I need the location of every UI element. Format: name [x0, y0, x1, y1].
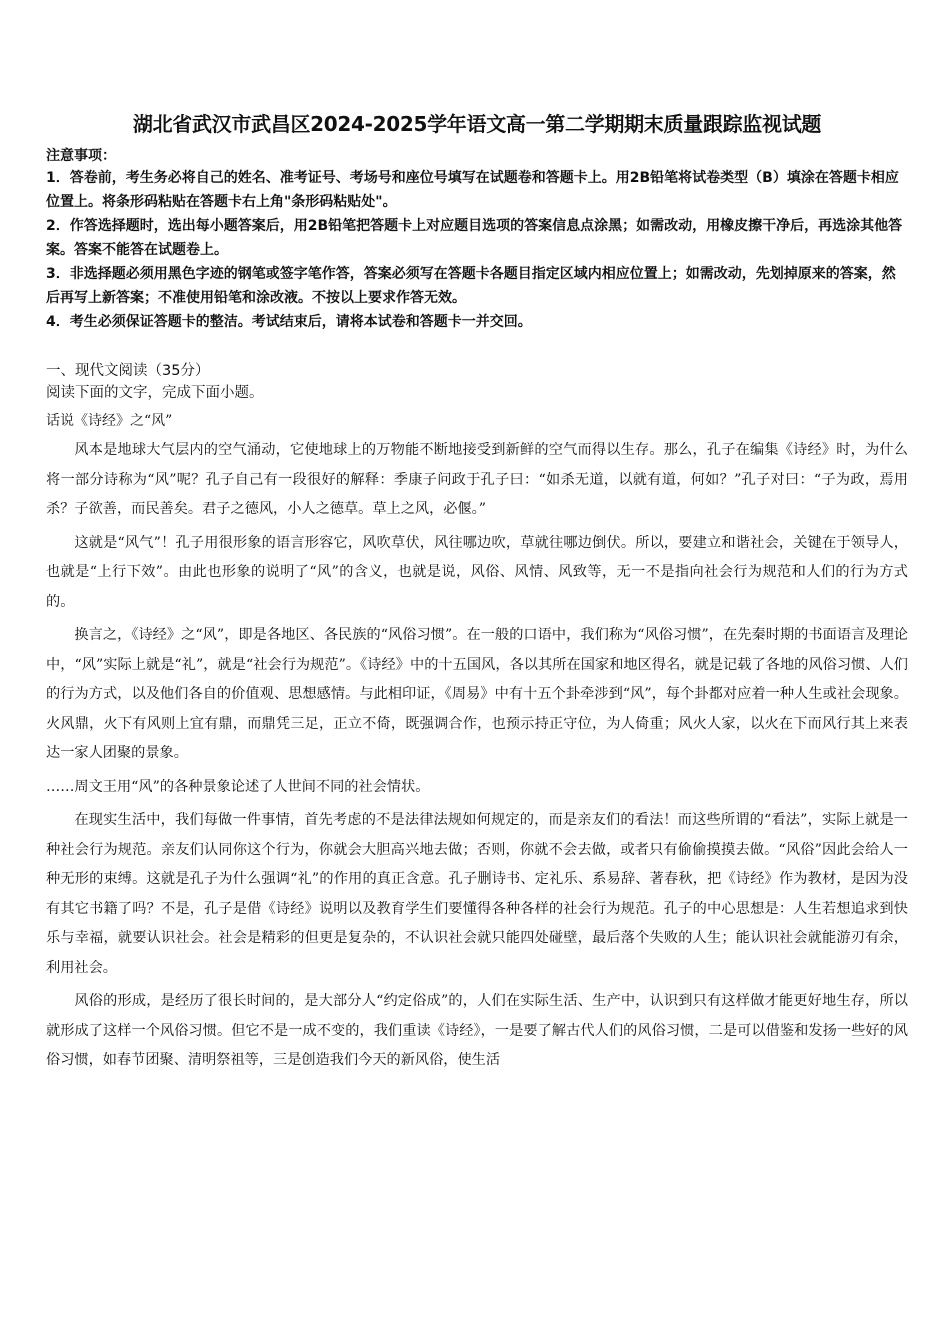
article-paragraph-1: 风本是地球大气层内的空气涌动，它使地球上的万物能不断地接受到新鲜的空气而得以生存。那么，孔子在编集《诗经》时，为什么将一部分诗称为“风”呢？孔子自己有一段很好的解释：季康子问政于孔子曰：“如杀无道，以就有道，何如？”孔子对曰：“子为政，焉用杀？子欲善，而民善矣。君子之德风，小人之德草。草上之风，必偃。” — [46, 442, 908, 517]
notice-block — [46, 146, 908, 334]
exam-paper — [46, 110, 908, 1080]
document-title: 湖北省武汉市武昌区2024-2025学年语文高一第二学期期末质量跟踪监视试题 — [132, 112, 822, 136]
article-body — [46, 436, 908, 1076]
notice-item-4: 4．考生必须保证答题卡的整洁。考试结束后，请将本试卷和答题卡一并交回。 — [46, 314, 532, 330]
article-title: 话说《诗经》之“风” — [46, 413, 173, 429]
article-paragraph-6: 风俗的形成，是经历了很长时间的，是大部分人“约定俗成”的，人们在实际生活、生产中，认识到只有这样做才能更好地生存，所以就形成了这样一个风俗习惯。但它不是一成不变的，我们重读《诗经》，一是要了解古代人们的风俗习惯，二是可以借鉴和发扬一些好的风俗习惯，如春节团聚、清明祭祖等，三是创造我们今天的新风俗，使生活 — [46, 993, 908, 1068]
article-paragraph-3: 换言之，《诗经》之“风”，即是各地区、各民族的“风俗习惯”。在一般的口语中，我们称为“风俗习惯”，在先秦时期的书面语言及理论中，“风”实际上就是“礼”，就是“社会行为规范”。《诗经》中的十五国风，各以其所在国家和地区得名，就是记载了各地的风俗习惯、人们的行为方式，以及他们各自的价值观、思想感情。与此相印证，《周易》中有十五个卦牵涉到“风”，每个卦都对应着一种人生或社会现象。火风鼎，火下有风则上宜有鼎，而鼎凭三足，正立不倚，既强调合作，也预示持正守位，为人倚重；风火人家，以火在下而风行其上来表达一家人团聚的景象。 — [46, 627, 908, 761]
notice-heading: 注意事项： — [46, 148, 116, 164]
notice-item-2: 2．作答选择题时，选出每小题答案后，用2B铅笔把答题卡上对应题目选项的答案信息点涂黑；如需改动，用橡皮擦干净后，再选涂其他答案。答案不能答在试题卷上。 — [46, 218, 903, 258]
notice-item-1: 1．答卷前，考生务必将自己的姓名、准考证号、考场号和座位号填写在试题卷和答题卡上。用2B铅笔将试卷类型（B）填涂在答题卡相应位置上。将条形码粘贴在答题卡右上角"条形码粘贴处"。 — [46, 170, 899, 210]
article-paragraph-2: 这就是“风气”！孔子用很形象的语言形容它，风吹草伏，风往哪边吹，草就往哪边倒伏。所以，要建立和谐社会，关键在于领导人，也就是“上行下效”。由此也形象的说明了“风”的含义，也就是说，风俗、风情、风致等，无一不是指向社会行为规范和人们的行为方式的。 — [46, 534, 908, 610]
notice-item-3: 3．非选择题必须用黑色字迹的钢笔或签字笔作答，答案必须写在答题卡各题目指定区域内相应位置上；如需改动，先划掉原来的答案，然后再写上新答案；不准使用铅笔和涂改液。不按以上要求作答无效。 — [46, 266, 896, 306]
section-heading: 一、现代文阅读（35分） — [46, 363, 210, 379]
article-paragraph-5: 在现实生活中，我们每做一件事情，首先考虑的不是法律法规如何规定的，而是亲友们的看法！而这些所谓的“看法”，实际上就是一种社会行为规范。亲友们认同你这个行为，你就会大胆高兴地去做；否则，你就不会去做，或者只有偷偷摸摸去做。“风俗”因此会给人一种无形的束缚。这就是孔子为什么强调“礼”的作用的真正含意。孔子删诗书、定礼乐、系易辞、著春秋，把《诗经》作为教材，是因为没有其它书籍了吗？不是，孔子是借《诗经》说明以及教育学生们要懂得各种各样的社会行为规范。孔子的中心思想是：人生若想追求到快乐与幸福，就要认识社会。社会是精彩的但更是复杂的，不认识社会就只能四处碰壁，最后落个失败的人生；能认识社会就能游刃有余，利用社会。 — [46, 812, 908, 976]
article-paragraph-4: ……周文王用“风”的各种景象论述了人世间不同的社会情状。 — [46, 778, 430, 795]
reading-instruction: 阅读下面的文字，完成下面小题。 — [46, 385, 264, 401]
